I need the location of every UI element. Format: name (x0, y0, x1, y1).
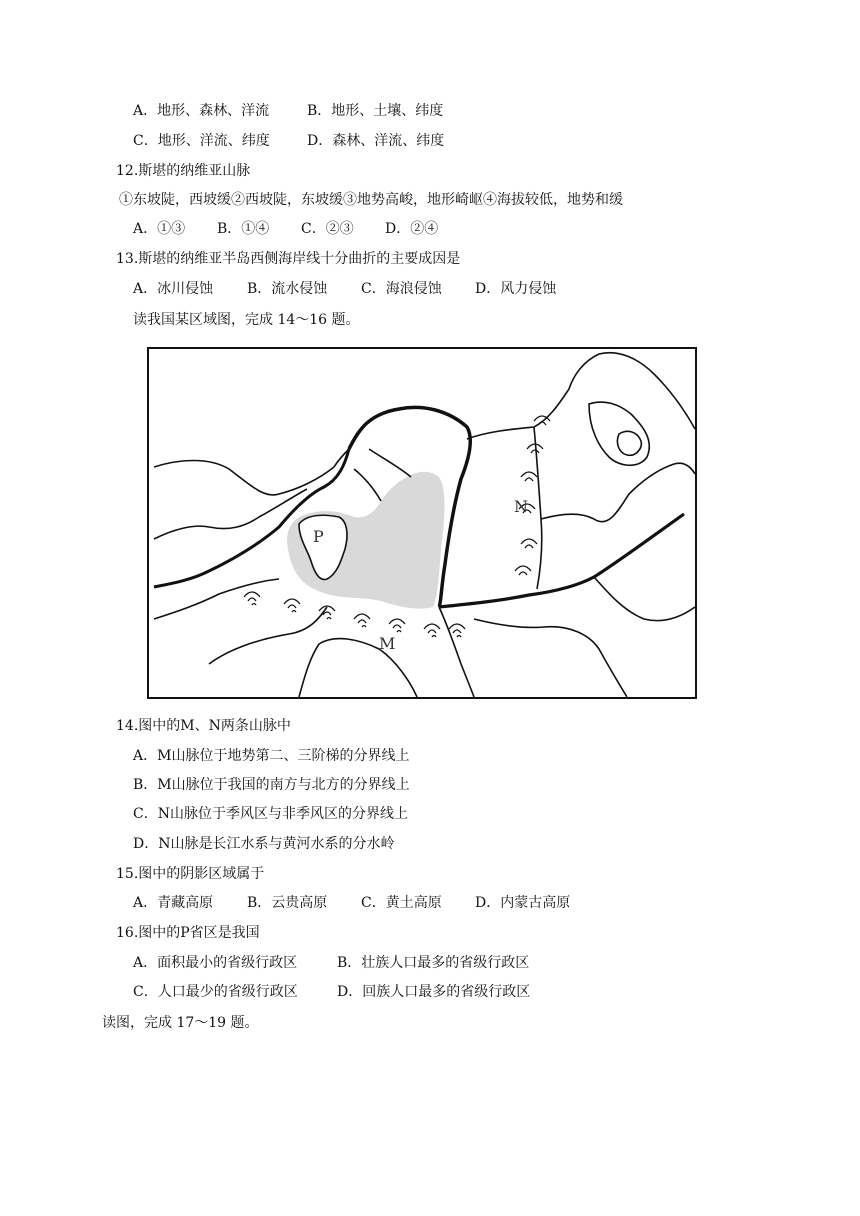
thin-border-5 (299, 639, 417, 697)
q16-option-c: C．人口最少的省级行政区 (133, 984, 298, 1000)
q12-options (133, 219, 438, 239)
q11-options-row1 (133, 101, 443, 121)
thin-border-4 (209, 607, 327, 664)
q14-option-b: B．M山脉位于我国的南方与北方的分界线上 (133, 777, 410, 793)
thin-border-3 (154, 579, 279, 619)
thin-border-11 (541, 463, 695, 521)
thin-border-2 (154, 489, 307, 539)
q12-statements: ①东坡陡，西坡缓②西坡陡，东坡缓③地势高峻，地形崎岖④海拔较低，地势和缓 (119, 192, 623, 208)
q16-option-a: A．面积最小的省级行政区 (133, 955, 298, 971)
q12-option-a: A．①③ (133, 221, 186, 237)
q15-option-b: B．云贵高原 (247, 895, 328, 911)
q13-option-a: A．冰川侵蚀 (133, 281, 214, 297)
q14-stem: 14.图中的M、N两条山脉中 (116, 718, 291, 734)
intro-17-19: 读图，完成 17～19 题。 (102, 1015, 259, 1031)
thin-border-13 (617, 431, 641, 455)
q15-options (133, 893, 570, 913)
q16-option-d: D．回族人口最多的省级行政区 (337, 984, 531, 1000)
q16-stem: 16.图中的P省区是我国 (116, 925, 260, 941)
label-m: M (379, 634, 396, 653)
thin-border-6 (439, 607, 474, 697)
q14-option-a: A．M山脉位于地势第二、三阶梯的分界线上 (133, 748, 410, 764)
q11-options-row2 (133, 131, 444, 151)
q14-option-c: C．N山脉位于季风区与非季风区的分界线上 (133, 806, 408, 822)
q16-option-b: B．壮族人口最多的省级行政区 (337, 955, 530, 971)
q12-option-d: D．②④ (385, 221, 439, 237)
q11-option-b: B．地形、土壤、纬度 (307, 103, 444, 119)
q11-option-a: A．地形、森林、洋流 (133, 103, 270, 119)
label-n: N (514, 497, 528, 516)
q16-options-row1 (133, 953, 529, 973)
q16-options-row2 (133, 982, 530, 1002)
q12-option-c: C．②③ (301, 221, 354, 237)
q15-option-d: D．内蒙古高原 (475, 895, 571, 911)
q11-option-d: D．森林、洋流、纬度 (307, 133, 445, 149)
mountain-range-n (515, 416, 550, 575)
region-map (147, 347, 697, 699)
q13-stem: 13.斯堪的纳维亚半岛西侧海岸线十分曲折的主要成因是 (116, 251, 461, 267)
thin-border-7 (474, 619, 627, 697)
q13-option-d: D．风力侵蚀 (475, 281, 557, 297)
q13-option-c: C．海浪侵蚀 (361, 281, 442, 297)
q13-options (133, 279, 556, 299)
q12-stem: 12.斯堪的纳维亚山脉 (116, 163, 251, 179)
q15-option-a: A．青藏高原 (133, 895, 214, 911)
q12-option-b: B．①④ (217, 221, 270, 237)
q11-option-c: C．地形、洋流、纬度 (133, 133, 270, 149)
q13-option-b: B．流水侵蚀 (247, 281, 328, 297)
label-p: P (313, 527, 324, 546)
intro-14-16: 读我国某区域图，完成 14～16 题。 (133, 312, 360, 328)
thin-border-9 (467, 353, 695, 439)
q15-stem: 15.图中的阴影区域属于 (116, 866, 265, 882)
thick-boundary-east (439, 514, 684, 607)
q15-option-c: C．黄土高原 (361, 895, 442, 911)
thin-border-8 (594, 577, 695, 621)
region-map-svg (149, 349, 695, 697)
q14-option-d: D．N山脉是长江水系与黄河水系的分水岭 (133, 836, 395, 852)
